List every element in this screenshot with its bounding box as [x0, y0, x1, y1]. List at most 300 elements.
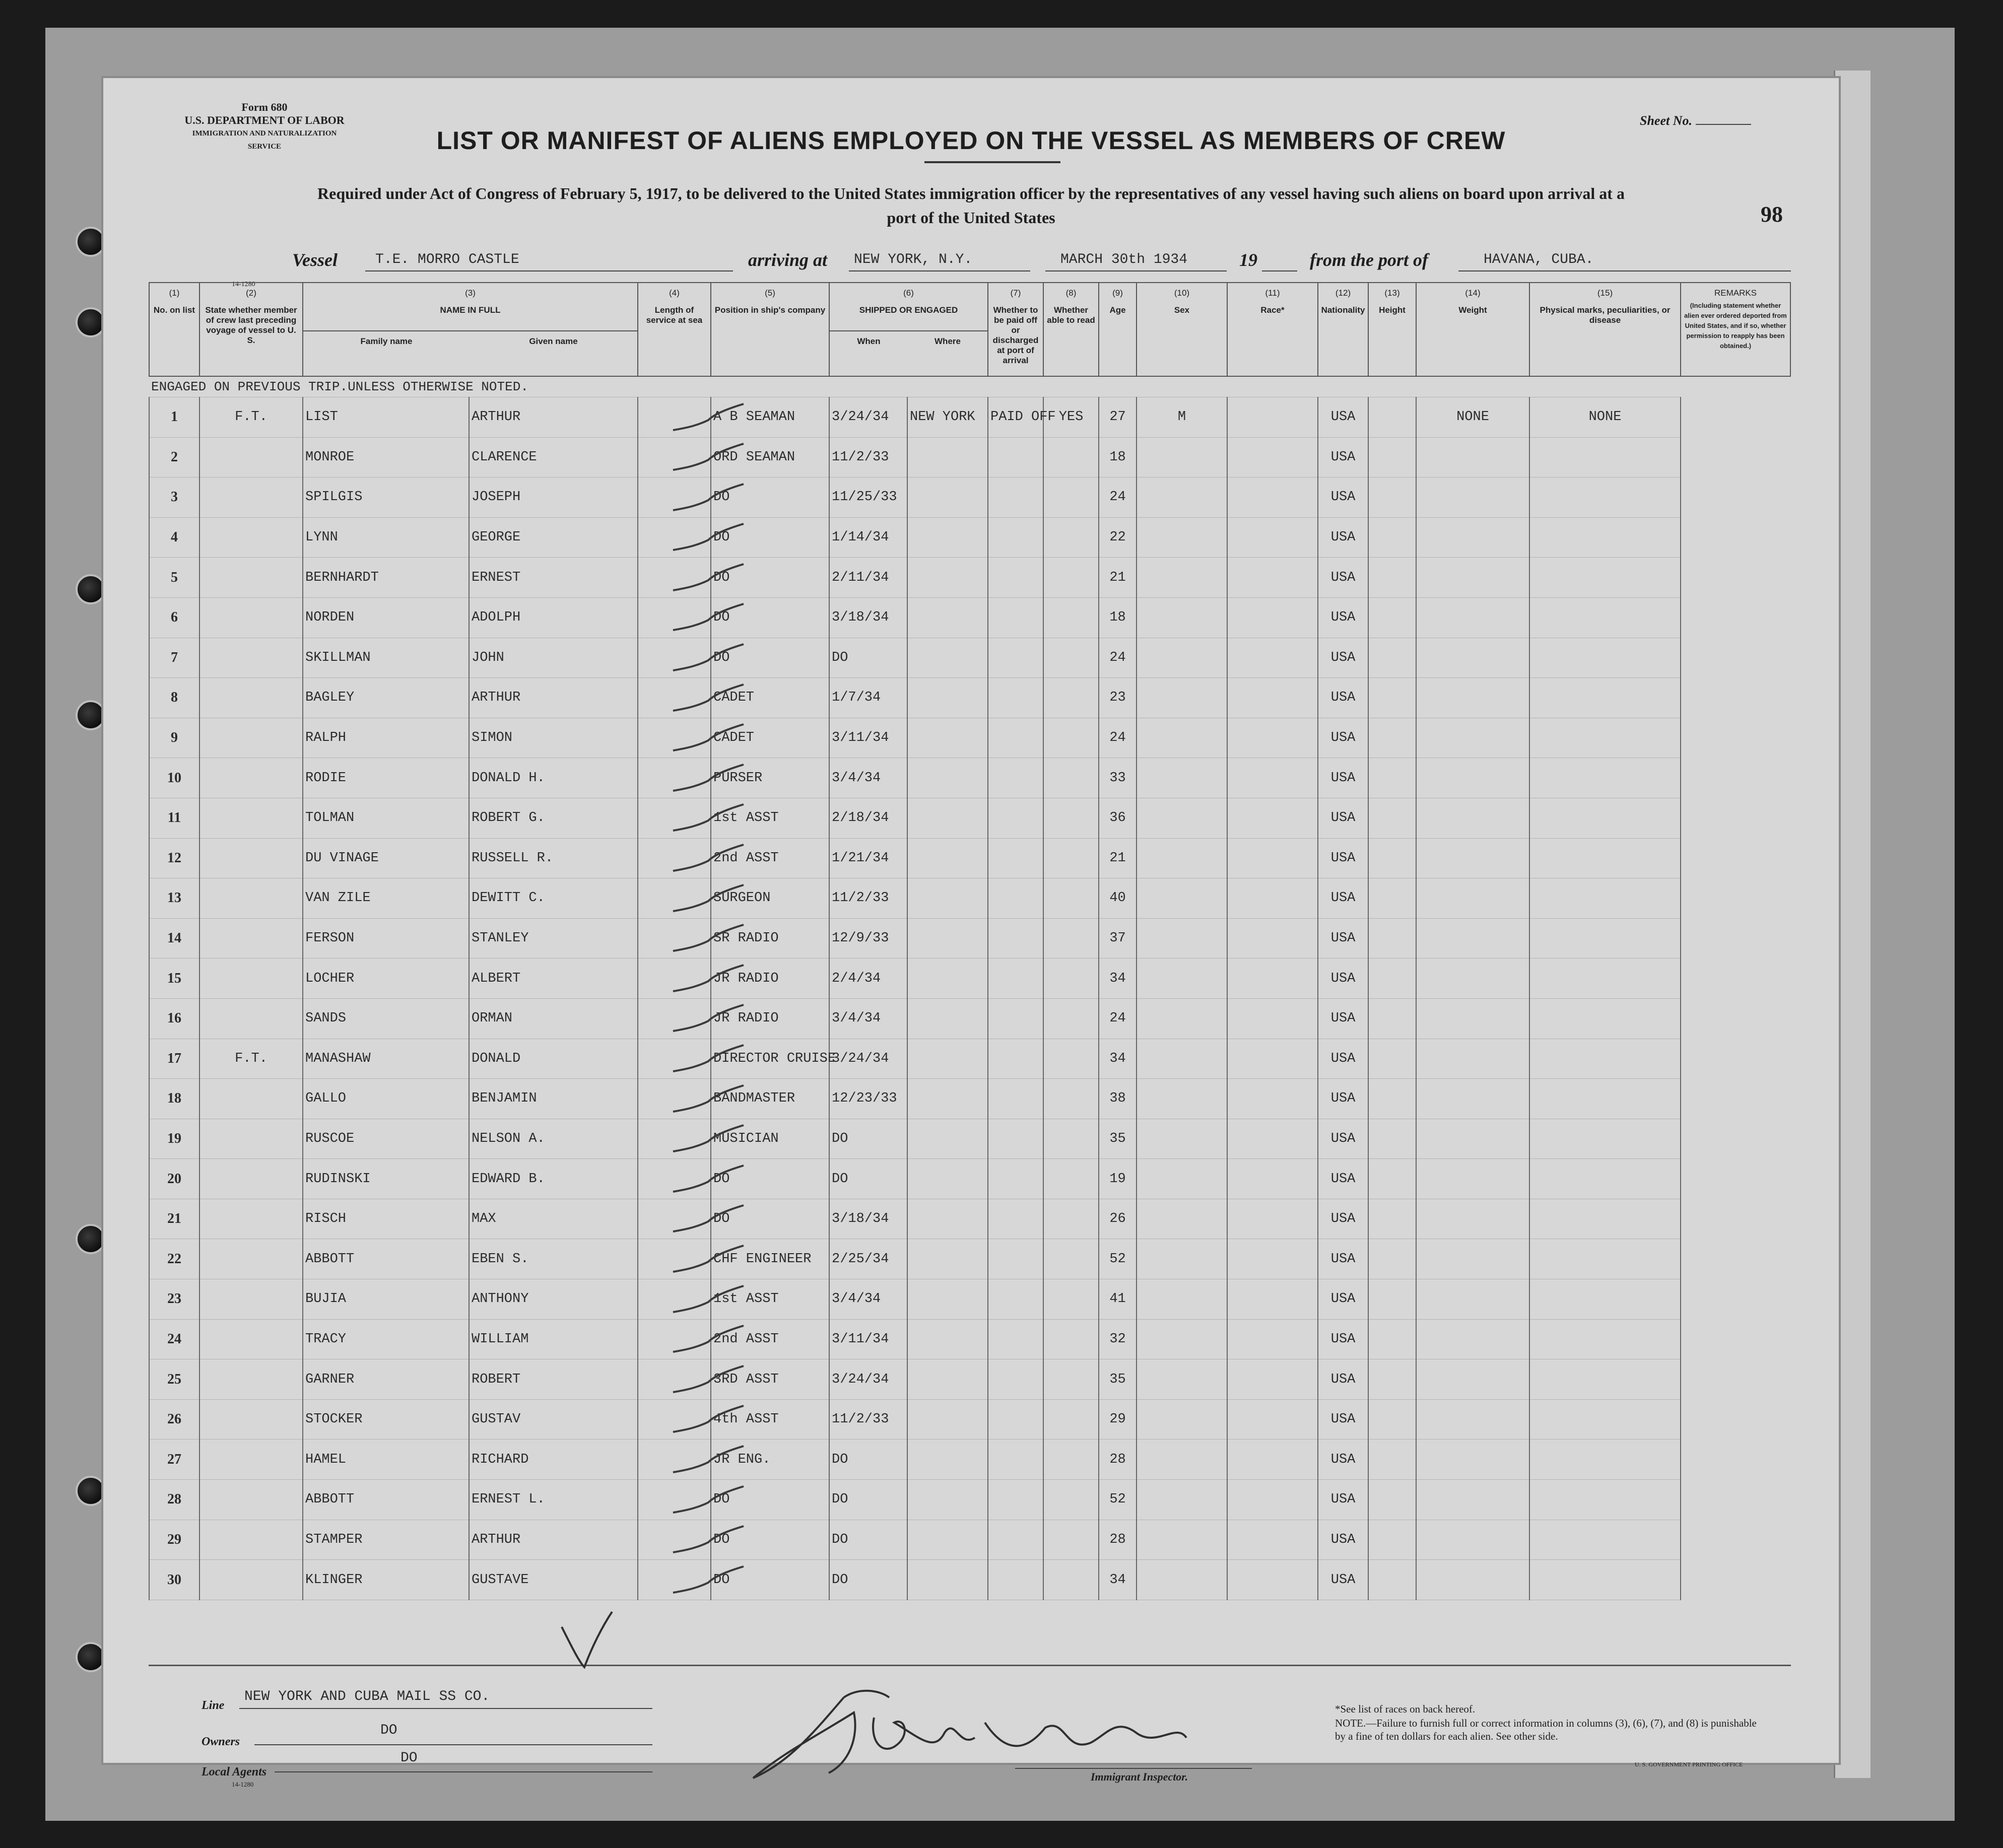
subheader-when: When [857, 336, 881, 346]
column-header-name-in-full: (3) NAME IN FULL [303, 283, 638, 331]
check-mark-icon [557, 1607, 617, 1677]
family-name-cell: RALPH [303, 718, 469, 758]
given-name-cell: ALBERT [469, 959, 638, 999]
shipped-where-cell [907, 798, 988, 838]
race-cell [1227, 1480, 1318, 1520]
pencil-tick-icon [668, 921, 799, 961]
position-cell: JR ENG. [711, 1440, 829, 1480]
physical-marks-cell [1416, 678, 1529, 718]
height-cell [1368, 1560, 1416, 1600]
sex-cell [1137, 1279, 1227, 1320]
row-number: 5 [149, 558, 199, 598]
previous-voyage-cell: F.T. [199, 1039, 303, 1079]
shipped-when-cell: DO [829, 1119, 907, 1159]
column-header-shipped-or-engaged: (6) SHIPPED OR ENGAGED [829, 283, 988, 331]
inspector-signature [743, 1677, 1287, 1793]
shipped-where-cell [907, 597, 988, 638]
previous-voyage-cell [199, 1480, 303, 1520]
nationality-cell: USA [1318, 1520, 1368, 1560]
sex-cell [1137, 597, 1227, 638]
given-name-cell: ORMAN [469, 998, 638, 1039]
paid-off-cell [988, 1440, 1043, 1480]
shipped-when-cell: 11/2/33 [829, 1399, 907, 1440]
shipped-where-cell [907, 998, 988, 1039]
owners-fill [254, 1744, 652, 1745]
age-cell: 24 [1099, 718, 1137, 758]
position-cell: ORD SEAMAN [711, 437, 829, 477]
race-cell [1227, 437, 1318, 477]
physical-marks-cell [1416, 638, 1529, 678]
nationality-cell: USA [1318, 638, 1368, 678]
paid-off-cell [988, 1039, 1043, 1079]
given-name-cell: DEWITT C. [469, 878, 638, 919]
able-to-read-cell [1043, 1440, 1099, 1480]
able-to-read-cell [1043, 918, 1099, 959]
column-header-length-of-service: (4) Length of service at sea [638, 283, 711, 376]
height-cell [1368, 1520, 1416, 1560]
shipped-where-cell: NEW YORK [907, 397, 988, 438]
shipped-where-cell [907, 1480, 988, 1520]
nationality-cell: USA [1318, 517, 1368, 558]
from-port-label: from the port of [1310, 250, 1429, 270]
height-cell [1368, 718, 1416, 758]
height-cell [1368, 798, 1416, 838]
height-cell [1368, 597, 1416, 638]
row-number: 23 [149, 1279, 199, 1320]
vessel-name: T.E. MORRO CASTLE [375, 252, 519, 267]
table-row [149, 798, 1790, 838]
row-number: 2 [149, 437, 199, 477]
height-cell [1368, 517, 1416, 558]
shipped-where-cell [907, 1440, 988, 1480]
nationality-cell: USA [1318, 1119, 1368, 1159]
previous-voyage-cell [199, 517, 303, 558]
shipped-when-cell: DO [829, 1480, 907, 1520]
paid-off-cell [988, 718, 1043, 758]
remarks-cell [1529, 838, 1681, 878]
remarks-cell [1529, 477, 1681, 518]
position-cell: MUSICIAN [711, 1119, 829, 1159]
previous-voyage-cell [199, 1399, 303, 1440]
family-name-cell: STAMPER [303, 1520, 469, 1560]
shipped-where-cell [907, 959, 988, 999]
vessel-label: Vessel [292, 250, 338, 270]
able-to-read-cell [1043, 1239, 1099, 1279]
position-cell: CHF ENGINEER [711, 1239, 829, 1279]
paid-off-cell [988, 437, 1043, 477]
shipped-when-cell: 3/18/34 [829, 597, 907, 638]
family-name-cell: BUJIA [303, 1279, 469, 1320]
able-to-read-cell [1043, 1319, 1099, 1359]
arrival-date: MARCH 30th 1934 [1060, 252, 1188, 267]
previous-voyage-cell [199, 718, 303, 758]
age-cell: 28 [1099, 1520, 1137, 1560]
nationality-cell: USA [1318, 718, 1368, 758]
sex-cell [1137, 718, 1227, 758]
manifest-body [149, 376, 1790, 1600]
previous-voyage-cell [199, 437, 303, 477]
form-number: Form 680 [241, 101, 288, 113]
position-cell: 2nd ASST [711, 1319, 829, 1359]
height-cell [1368, 959, 1416, 999]
given-name-cell: ERNEST [469, 558, 638, 598]
given-name-cell: DONALD H. [469, 758, 638, 798]
column-header-nationality: (12) Nationality [1318, 283, 1368, 376]
crew-manifest-table [149, 282, 1791, 1600]
pencil-tick-icon [668, 961, 799, 1001]
binder-hole [76, 227, 106, 257]
height-cell [1368, 1440, 1416, 1480]
age-cell: 52 [1099, 1239, 1137, 1279]
given-name-cell: CLARENCE [469, 437, 638, 477]
remarks-cell [1529, 1319, 1681, 1359]
given-name-cell: GUSTAV [469, 1399, 638, 1440]
sex-cell [1137, 1239, 1227, 1279]
physical-marks-cell [1416, 1159, 1529, 1199]
previous-voyage-cell [199, 758, 303, 798]
departure-port-line [1458, 270, 1791, 271]
row-number: 25 [149, 1359, 199, 1400]
family-name-cell: TOLMAN [303, 798, 469, 838]
given-name-cell: RUSSELL R. [469, 838, 638, 878]
paid-off-cell [988, 918, 1043, 959]
age-cell: 19 [1099, 1159, 1137, 1199]
race-cell [1227, 959, 1318, 999]
paid-off-cell [988, 1399, 1043, 1440]
remarks-cell [1529, 758, 1681, 798]
table-row [149, 558, 1790, 598]
manifest-sheet [103, 78, 1839, 1788]
shipped-where-cell [907, 838, 988, 878]
pencil-tick-icon [668, 600, 799, 640]
remarks-cell [1529, 918, 1681, 959]
pencil-tick-icon [668, 1522, 799, 1562]
physical-marks-cell [1416, 1279, 1529, 1320]
shipped-when-cell: 2/18/34 [829, 798, 907, 838]
position-cell: DO [711, 1480, 829, 1520]
signature-stroke [753, 1697, 855, 1778]
signature-stroke [844, 1691, 889, 1697]
vessel-name-line [365, 270, 733, 271]
nationality-cell: USA [1318, 918, 1368, 959]
sex-cell [1137, 798, 1227, 838]
table-row [149, 1279, 1790, 1320]
shipped-when-cell: 3/18/34 [829, 1199, 907, 1239]
physical-marks-cell [1416, 878, 1529, 919]
column-subheader-names [303, 331, 638, 376]
given-name-cell: STANLEY [469, 918, 638, 959]
sex-cell [1137, 918, 1227, 959]
able-to-read-cell [1043, 1359, 1099, 1400]
sheet-number-value [1696, 124, 1751, 125]
remarks-cell [1529, 1119, 1681, 1159]
family-name-cell: LOCHER [303, 959, 469, 999]
pencil-tick-icon [668, 560, 799, 600]
row-number: 13 [149, 878, 199, 919]
remarks-cell [1529, 597, 1681, 638]
able-to-read-cell [1043, 758, 1099, 798]
position-cell: BANDMASTER [711, 1079, 829, 1119]
able-to-read-cell [1043, 1560, 1099, 1600]
given-name-cell: RICHARD [469, 1440, 638, 1480]
row-number: 3 [149, 477, 199, 518]
sex-cell [1137, 1520, 1227, 1560]
preamble-note: ENGAGED ON PREVIOUS TRIP.UNLESS OTHERWISE NOTED. [149, 376, 1681, 397]
race-cell [1227, 838, 1318, 878]
binder-hole [76, 1476, 106, 1506]
able-to-read-cell [1043, 878, 1099, 919]
subheader-family-name: Family name [360, 336, 413, 346]
able-to-read-cell [1043, 1159, 1099, 1199]
age-cell: 41 [1099, 1279, 1137, 1320]
race-cell [1227, 1239, 1318, 1279]
binder-hole [76, 1642, 106, 1672]
table-bottom-rule [149, 1665, 1791, 1666]
family-name-cell: ABBOTT [303, 1239, 469, 1279]
height-cell [1368, 1399, 1416, 1440]
remarks-cell [1529, 878, 1681, 919]
family-name-cell: BAGLEY [303, 678, 469, 718]
pencil-tick-icon [668, 480, 799, 520]
arrival-date-line [1045, 270, 1227, 271]
remarks-cell [1529, 718, 1681, 758]
age-cell: 32 [1099, 1319, 1137, 1359]
table-row [149, 959, 1790, 999]
given-name-cell: ARTHUR [469, 678, 638, 718]
paid-off-cell [988, 998, 1043, 1039]
position-cell: JR RADIO [711, 998, 829, 1039]
remarks-cell [1529, 558, 1681, 598]
sex-cell [1137, 998, 1227, 1039]
able-to-read-cell [1043, 1199, 1099, 1239]
nationality-cell: USA [1318, 1319, 1368, 1359]
race-cell [1227, 758, 1318, 798]
race-cell [1227, 397, 1318, 438]
position-cell: 2nd ASST [711, 838, 829, 878]
table-row [149, 1039, 1790, 1079]
pencil-tick-icon [668, 440, 799, 480]
pencil-tick-icon [668, 1322, 799, 1362]
line-fill [239, 1708, 652, 1709]
nationality-cell: USA [1318, 1560, 1368, 1600]
shipped-where-cell [907, 1560, 988, 1600]
physical-marks-cell [1416, 1359, 1529, 1400]
family-name-cell: VAN ZILE [303, 878, 469, 919]
able-to-read-cell [1043, 838, 1099, 878]
shipped-when-cell: 11/2/33 [829, 878, 907, 919]
shipped-where-cell [907, 678, 988, 718]
able-to-read-cell [1043, 477, 1099, 518]
age-cell: 36 [1099, 798, 1137, 838]
height-cell [1368, 1119, 1416, 1159]
position-cell: DO [711, 638, 829, 678]
shipped-where-cell [907, 1520, 988, 1560]
table-row [149, 1159, 1790, 1199]
row-number: 17 [149, 1039, 199, 1079]
height-cell [1368, 838, 1416, 878]
able-to-read-cell [1043, 678, 1099, 718]
previous-voyage-cell [199, 477, 303, 518]
given-name-cell: GEORGE [469, 517, 638, 558]
shipped-when-cell: 12/9/33 [829, 918, 907, 959]
pencil-tick-icon [668, 800, 799, 841]
age-cell: 24 [1099, 998, 1137, 1039]
height-cell [1368, 638, 1416, 678]
height-cell [1368, 678, 1416, 718]
race-cell [1227, 1199, 1318, 1239]
family-name-cell: STOCKER [303, 1399, 469, 1440]
agents-label: Local Agents [202, 1765, 267, 1778]
position-cell: DO [711, 597, 829, 638]
form-subtitle [179, 181, 1763, 230]
nationality-cell: USA [1318, 1480, 1368, 1520]
row-number: 10 [149, 758, 199, 798]
row-number: 15 [149, 959, 199, 999]
paid-off-cell [988, 477, 1043, 518]
age-cell: 24 [1099, 477, 1137, 518]
remarks-cell [1529, 517, 1681, 558]
family-name-cell: LIST [303, 397, 469, 438]
pencil-tick-icon [668, 720, 799, 761]
age-cell: 18 [1099, 437, 1137, 477]
physical-marks-cell [1416, 1119, 1529, 1159]
height-cell [1368, 1159, 1416, 1199]
remarks-cell [1529, 1440, 1681, 1480]
shipped-where-cell [907, 558, 988, 598]
previous-voyage-cell [199, 1239, 303, 1279]
able-to-read-cell [1043, 558, 1099, 598]
family-name-cell: RODIE [303, 758, 469, 798]
sex-cell [1137, 517, 1227, 558]
nationality-cell: USA [1318, 1239, 1368, 1279]
remarks-cell [1529, 638, 1681, 678]
sex-cell [1137, 1039, 1227, 1079]
age-cell: 27 [1099, 397, 1137, 438]
shipped-when-cell: DO [829, 1440, 907, 1480]
pencil-tick-icon [668, 1402, 799, 1442]
arrival-port-line [849, 270, 1030, 271]
agents-ref: 14-1280 [232, 1781, 254, 1788]
previous-voyage-cell [199, 558, 303, 598]
row-number: 12 [149, 838, 199, 878]
binder-hole [76, 307, 106, 337]
shipped-where-cell [907, 718, 988, 758]
position-cell: DO [711, 477, 829, 518]
shipped-when-cell: 3/24/34 [829, 397, 907, 438]
family-name-cell: GALLO [303, 1079, 469, 1119]
nationality-cell: USA [1318, 1399, 1368, 1440]
nationality-cell: USA [1318, 1159, 1368, 1199]
given-name-cell: NELSON A. [469, 1119, 638, 1159]
pencil-tick-icon [668, 1121, 799, 1161]
height-cell [1368, 437, 1416, 477]
table-row [149, 1480, 1790, 1520]
pencil-tick-icon [668, 1161, 799, 1202]
races-note: *See list of races on back hereof. [1335, 1703, 1476, 1715]
given-name-cell: BENJAMIN [469, 1079, 638, 1119]
nationality-cell: USA [1318, 678, 1368, 718]
position-cell: DO [711, 1159, 829, 1199]
race-cell [1227, 558, 1318, 598]
line-value: NEW YORK AND CUBA MAIL SS CO. [244, 1689, 490, 1704]
paid-off-cell [988, 517, 1043, 558]
age-cell: 52 [1099, 1480, 1137, 1520]
nationality-cell: USA [1318, 1079, 1368, 1119]
family-name-cell: LYNN [303, 517, 469, 558]
race-cell [1227, 678, 1318, 718]
paid-off-cell [988, 1480, 1043, 1520]
table-row [149, 718, 1790, 758]
race-cell [1227, 477, 1318, 518]
shipped-where-cell [907, 1119, 988, 1159]
shipped-where-cell [907, 878, 988, 919]
shipped-when-cell: 2/4/34 [829, 959, 907, 999]
remarks-cell [1529, 1520, 1681, 1560]
age-cell: 40 [1099, 878, 1137, 919]
column-header-physical-marks: (15) Physical marks, peculiarities, or disease [1529, 283, 1681, 376]
sex-cell [1137, 1560, 1227, 1600]
underlying-page-edge [1834, 71, 1871, 1778]
previous-voyage-cell [199, 1520, 303, 1560]
paid-off-cell [988, 1119, 1043, 1159]
previous-voyage-cell [199, 878, 303, 919]
table-row [149, 1239, 1790, 1279]
height-cell [1368, 477, 1416, 518]
column-header-sex: (10) Sex [1137, 283, 1227, 376]
sex-cell [1137, 838, 1227, 878]
pencil-tick-icon [668, 1362, 799, 1402]
race-cell [1227, 1079, 1318, 1119]
previous-voyage-cell [199, 918, 303, 959]
age-cell: 21 [1099, 558, 1137, 598]
sex-cell [1137, 1119, 1227, 1159]
remarks-cell [1529, 998, 1681, 1039]
remarks-cell [1529, 1480, 1681, 1520]
height-cell [1368, 918, 1416, 959]
column-header-position: (5) Position in ship's company [711, 283, 829, 376]
able-to-read-cell [1043, 1119, 1099, 1159]
column-header-height: (13) Height [1368, 283, 1416, 376]
page-title: LIST OR MANIFEST OF ALIENS EMPLOYED ON THE VESSEL AS MEMBERS OF CREW [436, 126, 1506, 155]
height-cell [1368, 998, 1416, 1039]
paid-off-cell [988, 959, 1043, 999]
previous-voyage-cell [199, 1079, 303, 1119]
sex-cell [1137, 1399, 1227, 1440]
row-number: 7 [149, 638, 199, 678]
race-cell [1227, 798, 1318, 838]
position-cell: DO [711, 1199, 829, 1239]
agents-value: DO [400, 1750, 418, 1766]
race-cell [1227, 1039, 1318, 1079]
able-to-read-cell [1043, 597, 1099, 638]
sex-cell [1137, 758, 1227, 798]
family-name-cell: NORDEN [303, 597, 469, 638]
paid-off-cell [988, 838, 1043, 878]
pencil-tick-icon [668, 1081, 799, 1122]
table-row [149, 758, 1790, 798]
given-name-cell: WILLIAM [469, 1319, 638, 1359]
race-cell [1227, 998, 1318, 1039]
age-cell: 38 [1099, 1079, 1137, 1119]
position-cell: 1st ASST [711, 1279, 829, 1320]
paid-off-cell: PAID OFF [988, 397, 1043, 438]
shipped-when-cell: DO [829, 638, 907, 678]
table-row [149, 437, 1790, 477]
row-number: 29 [149, 1520, 199, 1560]
physical-marks-cell [1416, 477, 1529, 518]
previous-voyage-cell [199, 1319, 303, 1359]
height-cell [1368, 397, 1416, 438]
